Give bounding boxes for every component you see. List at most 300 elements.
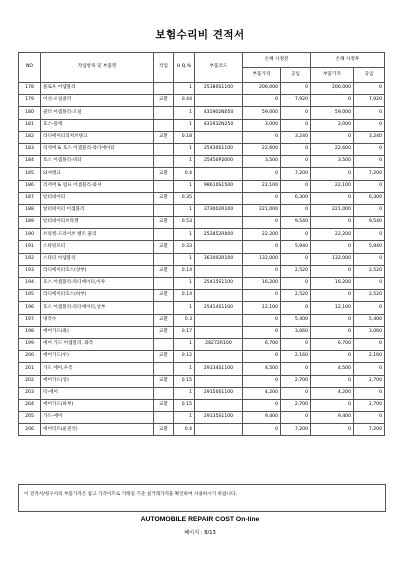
cell-item-name: 냉각수 [41,314,154,326]
table-row [19,412,385,424]
cell-item-name: 라디에이터호스(상부) [41,265,154,277]
cell-work [154,253,174,265]
cell-item-name: 에어가드(좌) [41,326,154,338]
document-title: 보험수리비 견적서 [155,29,245,41]
cell-after-part-price: 4,500 [311,363,354,375]
cell-part-code: 25415S1100 [195,278,243,290]
cell-item-name: 에어가드(하부) [41,399,154,411]
cell-item-name: 플로우 어셈블리 [41,83,154,95]
cell-no: 186 [19,180,41,192]
cell-work [154,229,174,241]
cell-after-part-price: 3,500 [311,156,354,168]
cell-item-name: 호스 어셈블리-비터 [41,156,154,168]
cell-work: 교환 [154,351,174,363]
cell-part-code [195,399,243,411]
cell-work: 교환 [154,241,174,253]
cell-no: 181 [19,119,41,131]
cell-no: 189 [19,217,41,229]
cell-item-name: 덕-에어 [41,387,154,399]
cell-no: 180 [19,107,41,119]
table-row [19,302,385,314]
cell-part-code: 28272R100 [195,338,243,350]
cell-before-labor: 6,300 [281,192,311,204]
cell-item-name: 에어덕트(운전석) [41,424,154,436]
cell-after-labor: 0 [354,363,385,375]
cell-before-labor: 2,520 [281,265,311,277]
cell-no: 195 [19,290,41,302]
cell-part-code [195,290,243,302]
cell-after-part-price: 0 [311,290,354,302]
cell-before-labor: 0 [281,156,311,168]
cell-work: 교환 [154,265,174,277]
cell-before-part-price: 3,500 [243,156,281,168]
cell-no: 202 [19,375,41,387]
cell-before-labor: 0 [281,338,311,350]
cell-item-name: 알터네이터 [41,192,154,204]
cell-item-name: 호스 어셈블리-라디에이터,상부 [41,302,154,314]
cell-qty: 0.44 [174,95,195,107]
cell-qty: 1 [174,253,195,265]
cell-after-labor: 0 [354,180,385,192]
cell-after-labor: 2,520 [354,290,385,302]
cell-after-part-price: 22,200 [311,229,354,241]
cell-part-code: 29134S1100 [195,363,243,375]
cell-work: 교환 [154,168,174,180]
header-work: 작업 [154,53,174,83]
cell-part-code: 431902N050 [195,107,243,119]
cell-before-part-price: 6,700 [243,338,281,350]
table-row [19,290,385,302]
cell-after-labor: 0 [354,278,385,290]
cell-after-labor: 0 [354,143,385,155]
cell-qty: 1 [174,278,195,290]
cell-work: 교환 [154,131,174,143]
cell-item-name: 알터네이터브라켓 [41,217,154,229]
cell-before-part-price: 22,100 [243,180,281,192]
cell-before-labor: 0 [281,278,311,290]
page-number: 페이지 : 8/13 [184,530,216,536]
table-row [19,95,385,107]
cell-after-part-price: 0 [311,95,354,107]
cell-after-labor: 0 [354,119,385,131]
cell-after-part-price: 0 [311,314,354,326]
cell-before-part-price: 221,000 [243,204,281,216]
cell-part-code [195,217,243,229]
cell-work: 교환 [154,290,174,302]
cell-part-code: 431932N250 [195,119,243,131]
disclaimer-note: 이 견적서/청구서의 부품가격은 참고 가격이므로 거래일 기준 실거래가격을 확인하여 사용하시기 바랍니다. [18,484,386,512]
cell-before-part-price: 3,000 [243,119,281,131]
cell-no: 205 [19,412,41,424]
cell-before-labor: 3,060 [281,326,311,338]
cell-item-name: 라디에이터리저브탱크 [41,131,154,143]
cell-no: 190 [19,229,41,241]
cell-before-part-price: 0 [243,399,281,411]
table-row [19,156,385,168]
cell-no: 199 [19,338,41,350]
cell-work [154,363,174,375]
table-row [19,387,385,399]
table-row [19,278,385,290]
cell-qty: 1 [174,107,195,119]
cell-work [154,119,174,131]
cell-item-name: 에어 가드 어셈블리, 좌측 [41,338,154,350]
cell-part-code: 29135S1100 [195,412,243,424]
cell-no: 191 [19,241,41,253]
cell-no: 192 [19,253,41,265]
table-row [19,375,385,387]
cell-no: 193 [19,265,41,277]
cell-after-labor: 9,540 [354,217,385,229]
cell-before-part-price: 4,200 [243,387,281,399]
cell-item-name: 호스-플렉 [41,119,154,131]
cell-after-part-price: 0 [311,168,354,180]
table-row [19,119,385,131]
cell-work [154,156,174,168]
table-row [19,229,385,241]
cell-work [154,412,174,424]
cell-item-name: 리저버 & 호스 어셈블리-라디에이터 [41,143,154,155]
cell-work [154,387,174,399]
cell-part-code [195,326,243,338]
cell-after-part-price: 0 [311,217,354,229]
cell-before-labor: 0 [281,387,311,399]
cell-qty: 1 [174,83,195,95]
cell-part-code [195,192,243,204]
cell-after-part-price: 22,600 [311,143,354,155]
cell-qty: 1 [174,204,195,216]
cell-before-labor: 3,240 [281,131,311,143]
cell-item-name: 가드-에어 [41,412,154,424]
cell-no: 197 [19,314,41,326]
cell-before-labor: 5,940 [281,241,311,253]
cell-after-labor: 7,920 [354,95,385,107]
cell-after-part-price: 12,100 [311,302,354,314]
cell-item-name: 브라켓-드라이브 벨트 풀리 [41,229,154,241]
cell-before-part-price: 22,200 [243,229,281,241]
cell-qty: 1 [174,180,195,192]
cell-part-code: 25450P2000 [195,156,243,168]
cell-after-labor: 3,240 [354,131,385,143]
cell-after-labor: 5,400 [354,314,385,326]
cell-work [154,83,174,95]
table-row [19,241,385,253]
cell-work: 교환 [154,424,174,436]
cell-after-part-price: 221,000 [311,204,354,216]
cell-item-name: 와셔탱크 [41,168,154,180]
cell-part-code: 361002R100 [195,253,243,265]
cell-work [154,204,174,216]
cell-qty: 0.33 [174,241,195,253]
cell-before-part-price: 0 [243,241,281,253]
cell-part-code [195,241,243,253]
cell-after-part-price: 0 [311,192,354,204]
cell-part-code: 373002R100 [195,204,243,216]
cell-no: 200 [19,351,41,363]
cell-before-part-price: 0 [243,217,281,229]
cell-before-labor: 9,540 [281,217,311,229]
header-after-assessment: 손해 사정후 [311,53,385,68]
cell-after-labor: 6,300 [354,192,385,204]
table-row [19,83,385,95]
cell-part-code: 25414S1100 [195,302,243,314]
cell-before-part-price: 132,000 [243,253,281,265]
cell-before-part-price: 9,400 [243,412,281,424]
cell-before-labor: 0 [281,302,311,314]
table-row [19,424,385,436]
cell-qty: 1 [174,302,195,314]
cell-after-labor: 0 [354,204,385,216]
cell-before-labor: 0 [281,107,311,119]
cell-before-part-price: 0 [243,375,281,387]
table-row [19,217,385,229]
table-row [19,314,385,326]
cell-work [154,143,174,155]
cell-part-code [195,314,243,326]
header-code: 부품코드 [195,53,243,83]
cell-work [154,278,174,290]
cell-qty: 0.4 [174,168,195,180]
cell-after-labor: 0 [354,83,385,95]
cell-before-labor: 7,920 [281,95,311,107]
cell-qty: 0.35 [174,192,195,204]
table-row [19,131,385,143]
cell-qty: 1 [174,229,195,241]
cell-no: 184 [19,156,41,168]
cell-before-part-price: 0 [243,424,281,436]
cell-qty: 0.14 [174,290,195,302]
cell-after-part-price: 0 [311,375,354,387]
table-row [19,180,385,192]
cell-before-part-price: 0 [243,95,281,107]
cell-qty: 1 [174,363,195,375]
cell-item-name: 라디에이터호스(하부) [41,290,154,302]
cell-qty: 0.15 [174,375,195,387]
cell-before-part-price: 0 [243,131,281,143]
cell-before-labor: 7,200 [281,424,311,436]
table-row [19,253,385,265]
cell-before-labor: 0 [281,412,311,424]
header-row-1 [19,53,385,68]
estimate-rows [19,83,385,436]
cell-work [154,180,174,192]
header-item: 작업항목 및 부품명 [41,53,154,83]
table-row [19,107,385,119]
cell-before-part-price: 0 [243,192,281,204]
cell-work: 교환 [154,375,174,387]
cell-qty: 0.53 [174,217,195,229]
cell-before-labor: 2,520 [281,290,311,302]
table-row [19,192,385,204]
cell-before-part-price: 0 [243,168,281,180]
cell-after-part-price: 0 [311,326,354,338]
cell-after-labor: 7,200 [354,424,385,436]
cell-item-name: 리저버 & 펌프 어셈블리-와셔 [41,180,154,192]
cell-no: 198 [19,326,41,338]
cell-no: 201 [19,363,41,375]
cell-after-labor: 0 [354,107,385,119]
cell-before-labor: 0 [281,363,311,375]
cell-no: 203 [19,387,41,399]
cell-before-part-price: 4,500 [243,363,281,375]
cell-item-name: 스타터 어셈블리 [41,253,154,265]
cell-before-part-price: 0 [243,326,281,338]
cell-after-part-price: 132,000 [311,253,354,265]
cell-before-labor: 2,700 [281,375,311,387]
cell-qty: 0.14 [174,265,195,277]
cell-item-name: 에어가드(우) [41,351,154,363]
cell-before-part-price: 0 [243,265,281,277]
cell-part-code [195,131,243,143]
cell-before-part-price: 22,600 [243,143,281,155]
cell-after-labor: 7,200 [354,168,385,180]
cell-part-code [195,351,243,363]
cell-after-part-price: 0 [311,399,354,411]
cell-work: 교환 [154,217,174,229]
cell-work: 교환 [154,192,174,204]
cell-no: 178 [19,83,41,95]
cell-before-labor: 0 [281,83,311,95]
cell-no: 204 [19,399,41,411]
cell-before-labor: 0 [281,253,311,265]
cell-work [154,302,174,314]
estimate-table [18,52,385,436]
cell-before-labor: 2,700 [281,399,311,411]
table-row [19,326,385,338]
cell-no: 194 [19,278,41,290]
cell-item-name: 에어가드(상) [41,375,154,387]
cell-work [154,107,174,119]
header-no: NO [19,53,41,83]
cell-before-labor: 2,160 [281,351,311,363]
cell-no: 206 [19,424,41,436]
cell-after-part-price: 6,700 [311,338,354,350]
cell-qty: 1 [174,338,195,350]
cell-part-code: 252852R000 [195,229,243,241]
cell-part-code [195,375,243,387]
table-row [19,338,385,350]
cell-after-part-price: 0 [311,351,354,363]
cell-no: 185 [19,168,41,180]
cell-before-part-price: 0 [243,314,281,326]
cell-item-name: 이선-오일쿨러 [41,95,154,107]
header-before-labor: 공임 [281,68,311,83]
cell-no: 188 [19,204,41,216]
cell-after-part-price: 9,400 [311,412,354,424]
cell-part-code [195,168,243,180]
table-row [19,351,385,363]
table-row [19,168,385,180]
cell-before-part-price: 0 [243,351,281,363]
cell-part-code [195,424,243,436]
cell-after-labor: 3,060 [354,326,385,338]
cell-before-part-price: 12,100 [243,302,281,314]
header-before-part-price: 부품가격 [243,68,281,83]
cell-before-labor: 0 [281,143,311,155]
cell-before-part-price: 59,000 [243,107,281,119]
cell-no: 183 [19,143,41,155]
cell-before-part-price: 206,000 [243,83,281,95]
cell-before-part-price: 0 [243,290,281,302]
cell-after-labor: 0 [354,338,385,350]
cell-item-name: 스타팅모터 [41,241,154,253]
cell-after-labor: 2,700 [354,399,385,411]
cell-after-part-price: 0 [311,131,354,143]
cell-after-part-price: 206,000 [311,83,354,95]
cell-qty: 0.18 [174,131,195,143]
cell-after-labor: 2,160 [354,351,385,363]
cell-after-part-price: 4,200 [311,387,354,399]
cell-after-labor: 2,700 [354,375,385,387]
cell-before-labor: 0 [281,180,311,192]
header-after-labor: 공임 [354,68,385,83]
header-after-part-price: 부품가격 [311,68,354,83]
cell-qty: 1 [174,119,195,131]
table-row [19,399,385,411]
cell-before-labor: 5,400 [281,314,311,326]
cell-after-labor: 0 [354,253,385,265]
cell-qty: 1 [174,387,195,399]
cell-after-part-price: 0 [311,265,354,277]
cell-work: 교환 [154,326,174,338]
table-row [19,363,385,375]
cell-no: 182 [19,131,41,143]
cell-work: 교환 [154,314,174,326]
cell-after-labor: 0 [354,229,385,241]
cell-item-name: 가드 에어,우측 [41,363,154,375]
table-row [19,143,385,155]
cell-qty: 0.12 [174,351,195,363]
cell-work: 교환 [154,95,174,107]
cell-after-part-price: 0 [311,424,354,436]
header-before-assessment: 손해 사정전 [243,53,311,68]
cell-part-code: 98610S1500 [195,180,243,192]
cell-qty: 0.3 [174,314,195,326]
cell-part-code [195,265,243,277]
cell-work: 교환 [154,399,174,411]
cell-qty: 0.17 [174,326,195,338]
cell-item-name: 쿨러 어셈블리-오일 [41,107,154,119]
cell-qty: 1 [174,143,195,155]
cell-item-name: 알터네이터 어셈블리 [41,204,154,216]
cell-before-labor: 0 [281,119,311,131]
cell-after-labor: 5,940 [354,241,385,253]
cell-before-labor: 0 [281,204,311,216]
cell-qty: 1 [174,156,195,168]
table-row [19,204,385,216]
cell-after-part-price: 59,000 [311,107,354,119]
cell-item-name: 호스 어셈블리-라디에이터,아투 [41,278,154,290]
cell-no: 179 [19,95,41,107]
cell-before-labor: 0 [281,229,311,241]
cell-no: 196 [19,302,41,314]
cell-after-labor: 0 [354,302,385,314]
cell-work [154,338,174,350]
cell-after-part-price: 22,100 [311,180,354,192]
cell-part-code: 25430S1100 [195,143,243,155]
cell-after-labor: 0 [354,412,385,424]
cell-after-part-price: 16,200 [311,278,354,290]
cell-qty: 0.15 [174,399,195,411]
cell-part-code: 29150S1100 [195,387,243,399]
cell-after-labor: 0 [354,156,385,168]
cell-after-labor: 0 [354,387,385,399]
cell-part-code [195,95,243,107]
cell-before-part-price: 16,200 [243,278,281,290]
cell-qty: 0.4 [174,424,195,436]
cell-after-part-price: 0 [311,241,354,253]
cell-before-labor: 7,200 [281,168,311,180]
